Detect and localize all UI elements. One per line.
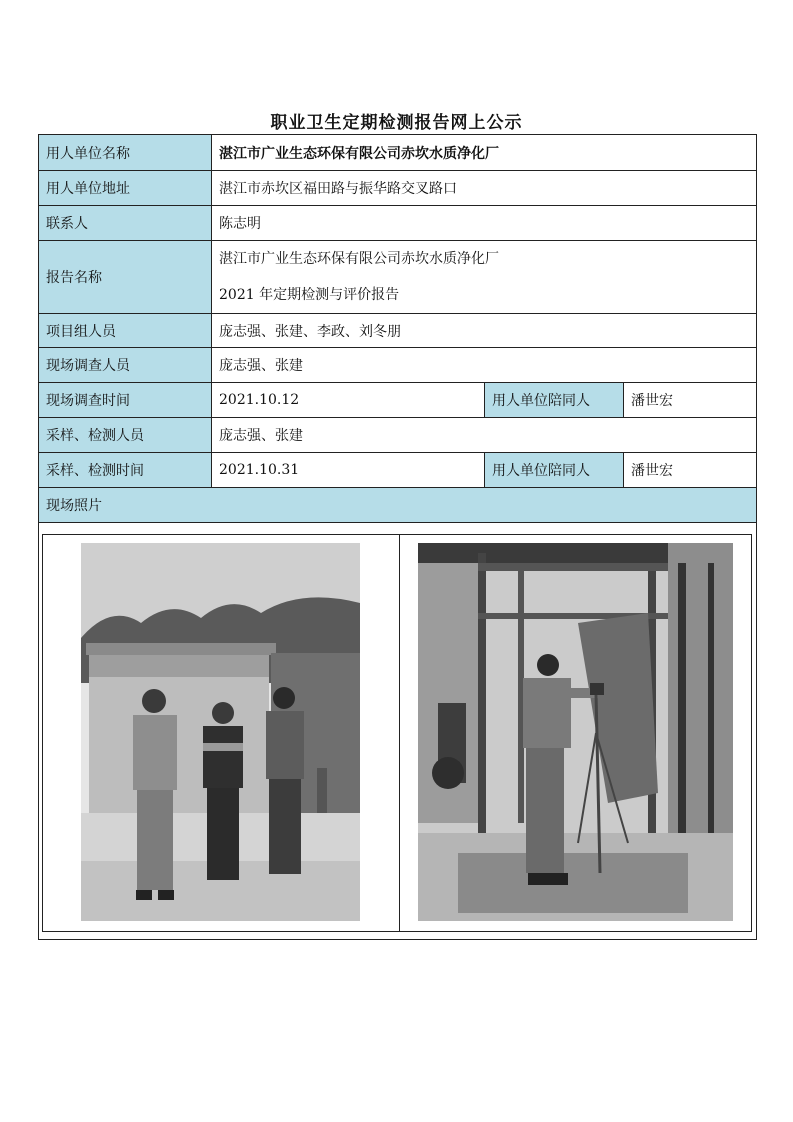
page-title: 职业卫生定期检测报告网上公示 (270, 113, 523, 133)
label-employer-address: 用人单位地址 (39, 171, 212, 206)
label-survey-time: 现场调查时间 (39, 383, 212, 418)
value-sampling-time: 2021.10.31 (212, 453, 485, 488)
label-contact: 联系人 (39, 206, 212, 241)
row-employer-name (39, 135, 757, 171)
row-photos-header (39, 488, 757, 523)
row-sampling-staff (39, 418, 757, 453)
row-employer-address (39, 171, 757, 206)
value-sampling-companion: 潘世宏 (624, 453, 757, 488)
value-survey-staff: 庞志强、张建 (212, 348, 757, 383)
photos-cell (39, 523, 757, 940)
row-sampling-time (39, 453, 757, 488)
photos-inner-frame (42, 534, 752, 932)
report-name-line-1: 湛江市广业生态环保有限公司赤坎水质净化厂 (219, 251, 499, 267)
value-report-name (212, 241, 757, 314)
site-photo-equipment (418, 543, 733, 921)
photos-frame (39, 524, 755, 939)
site-photo-equipment-image (418, 543, 733, 921)
label-project-members: 项目组人员 (39, 314, 212, 348)
photos-divider (399, 535, 400, 931)
value-survey-time: 2021.10.12 (212, 383, 485, 418)
site-photo-workers (81, 543, 360, 921)
label-employer-name: 用人单位名称 (39, 135, 212, 171)
value-survey-companion: 潘世宏 (624, 383, 757, 418)
label-sampling-staff: 采样、检测人员 (39, 418, 212, 453)
label-sampling-companion: 用人单位陪同人 (485, 453, 624, 488)
row-project-members (39, 314, 757, 348)
info-table (38, 134, 757, 940)
site-photo-workers-image (81, 543, 360, 921)
report-name-line-2: 2021 年定期检测与评价报告 (219, 287, 400, 303)
label-sampling-time: 采样、检测时间 (39, 453, 212, 488)
label-survey-staff: 现场调查人员 (39, 348, 212, 383)
row-report-name (39, 241, 757, 314)
value-contact: 陈志明 (212, 206, 757, 241)
row-survey-staff (39, 348, 757, 383)
row-photos (39, 523, 757, 940)
value-sampling-staff: 庞志强、张建 (212, 418, 757, 453)
label-survey-companion: 用人单位陪同人 (485, 383, 624, 418)
label-photos: 现场照片 (39, 488, 757, 523)
label-report-name: 报告名称 (39, 241, 212, 314)
value-employer-address: 湛江市赤坎区福田路与振华路交叉路口 (212, 171, 757, 206)
row-survey-time (39, 383, 757, 418)
row-contact (39, 206, 757, 241)
value-project-members: 庞志强、张建、李政、刘冬朋 (212, 314, 757, 348)
value-employer-name: 湛江市广业生态环保有限公司赤坎水质净化厂 (212, 135, 757, 171)
